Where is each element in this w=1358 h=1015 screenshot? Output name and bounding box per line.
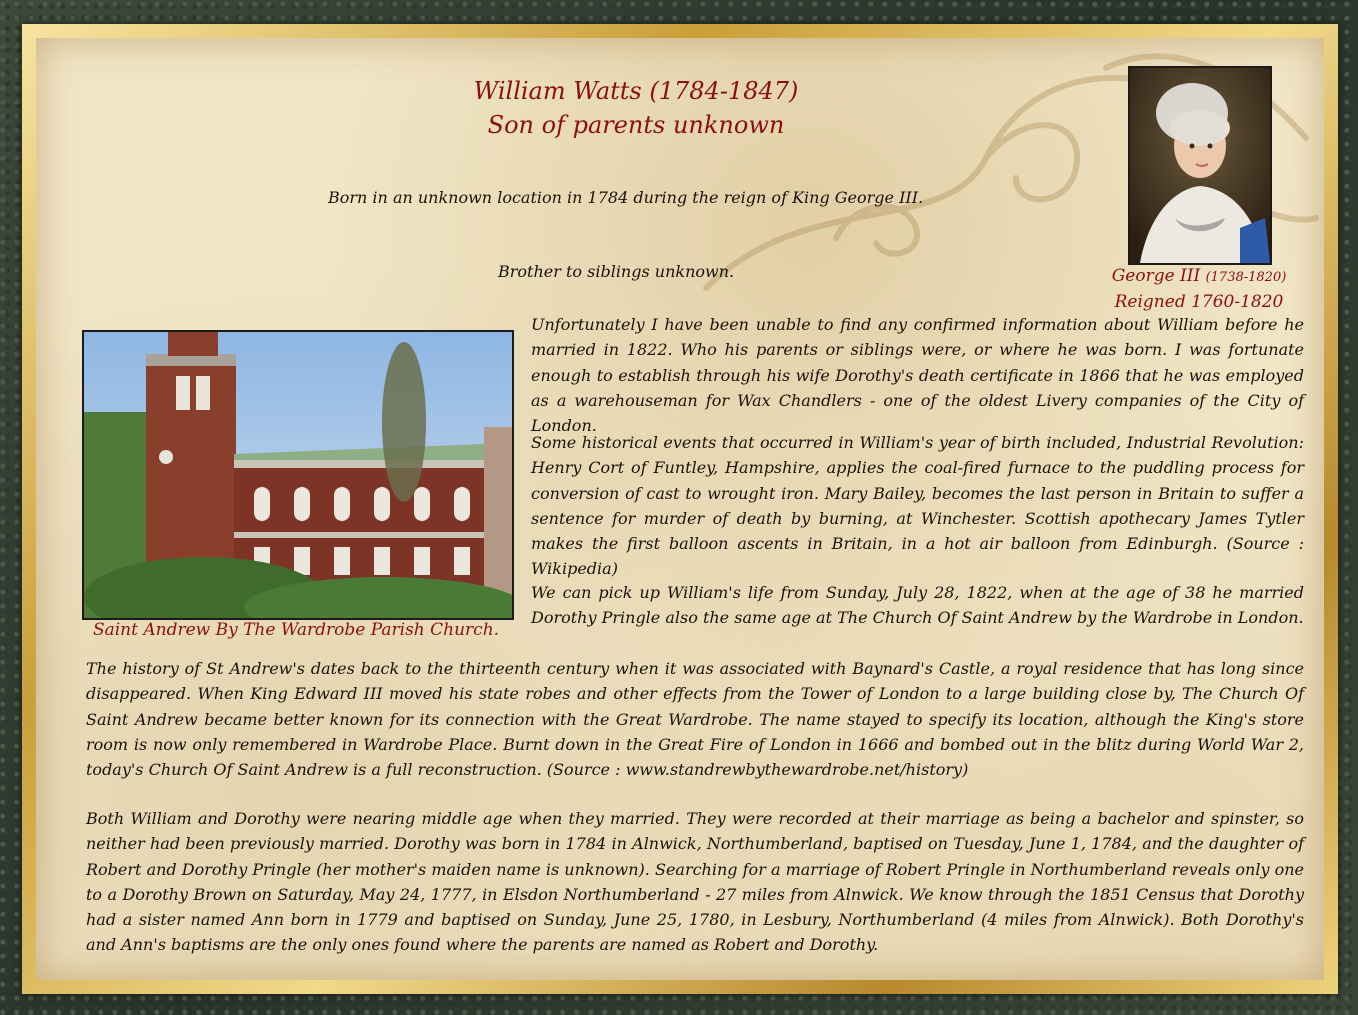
born-line: Born in an unknown location in 1784 during the reign of King George III.	[328, 188, 924, 207]
paragraph-church-history: The history of St Andrew's dates back to the thirteenth century when it was associated with Baynard's Castle, a royal residence that has long since disappeared. When King Edward III moved his state robes and other effects from the Tower of London to a large building close by, The Church Of Saint Andrew became better known for its connection with the Great Wardrobe. The name stayed to specify its location, although the King's store room is now only remembered in Wardrobe Place. Burnt down in the Great Fire of London in 1666 and bombed out in the blitz during World War 2, today's Church Of Saint Andrew is a full reconstruction. (Source : www.standrewbythewardrobe.net/history)	[86, 659, 1304, 780]
title-name-dates: William Watts (1784-1847)	[473, 77, 799, 105]
siblings-line: Brother to siblings unknown.	[498, 262, 735, 281]
gold-frame	[22, 24, 1338, 994]
portrait-caption	[1092, 264, 1306, 315]
parchment-panel	[36, 38, 1324, 980]
portrait-reign: Reigned 1760-1820	[1114, 292, 1284, 312]
paragraph-historical-events: Some historical events that occurred in William's year of birth included, Industrial Revolution: Henry Cort of Funtley, Hampshire, applies the coal-fired furnace to the puddling process for conversion of cast to wrought iron. Mary Bailey, becomes the last person in Britain to suffer a sentence for murder of death by burning, at Winchester. Scottish apothecary James Tytler makes the first balloon ascents in Britain, in a hot air balloon from Edinburgh. (Source : Wikipedia)	[531, 433, 1304, 579]
church-photo	[82, 330, 514, 620]
page-title	[356, 74, 916, 142]
title-subtitle: Son of parents unknown	[487, 111, 785, 139]
king-george-portrait	[1128, 66, 1272, 265]
portrait-name: George III	[1111, 266, 1201, 286]
church-caption: Saint Andrew By The Wardrobe Parish Church.	[92, 620, 500, 640]
paragraph-dorothy-family: Both William and Dorothy were nearing middle age when they married. They were recorded at their marriage as being a bachelor and spinster, so neither had been previously married. Dorothy was born in 1784 in Alnwick, Northumberland, baptised on Tuesday, June 1, 1784, and the daughter of Robert and Dorothy Pringle (her mother's maiden name is unknown). Searching for a marriage of Robert Pringle in Northumberland reveals only one to a Dorothy Brown on Saturday, May 24, 1777, in Elsdon Northumberland - 27 miles from Alnwick. We know through the 1851 Census that Dorothy had a sister named Ann born in 1779 and baptised on Sunday, June 25, 1780, in Lesbury, Northumberland (4 miles from Alnwick). Both Dorothy's and Ann's baptisms are the only ones found where the parents are named as Robert and Dorothy.	[86, 809, 1304, 955]
portrait-dates: (1738-1820)	[1205, 270, 1287, 285]
paragraph-marriage-date: We can pick up William's life from Sunday, July 28, 1822, when at the age of 38 he married Dorothy Pringle also the same age at The Church Of Saint Andrew by the Wardrobe in London.	[531, 583, 1304, 628]
paragraph-marriage-info: Unfortunately I have been unable to find any confirmed information about William before he married in 1822. Who his parents or siblings were, or where he was born. I was fortunate enough to establish through his wife Dorothy's death certificate in 1866 that he was employed as a warehouseman for Wax Chandlers - one of the oldest Livery companies of the City of London.	[531, 315, 1304, 436]
